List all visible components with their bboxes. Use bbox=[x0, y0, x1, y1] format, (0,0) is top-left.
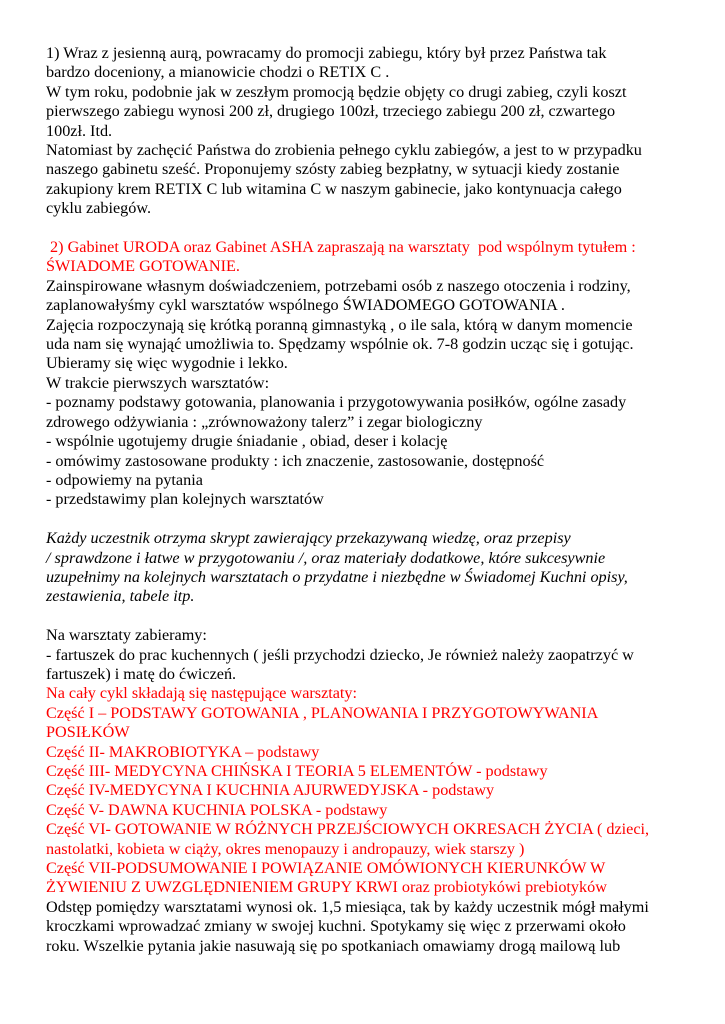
list-item: POSIŁKÓW bbox=[46, 723, 130, 742]
text-line: Ubieramy się więc wygodnie i lekko. bbox=[46, 354, 288, 373]
text-line: zaplanowałyśmy cykl warsztatów wspólnego ŚWIADOMEGO GOTOWANIA . bbox=[46, 296, 565, 315]
list-item: - fartuszek do prac kuchennych ( jeśli przychodzi dziecko, Je również należy zaopatrzyć w bbox=[46, 645, 634, 664]
workshop-invitation-heading bbox=[46, 238, 686, 277]
text-line: Na warsztaty zabieramy: bbox=[46, 626, 207, 645]
text-line: Na cały cykl składają się następujące warsztaty: bbox=[46, 684, 358, 703]
text-line: 1) Wraz z jesienną aurą, powracamy do promocji zabiegu, który był przez Państwa tak bbox=[46, 44, 607, 62]
list-item: zdrowego odżywiania : „zrównoważony talerz” i zegar biologiczny bbox=[46, 412, 483, 431]
list-item: Część VII-PODSUMOWANIE I POWIĄZANIE OMÓWIONYCH KIERUNKÓW W bbox=[46, 859, 606, 878]
workshop-cycle-list bbox=[46, 684, 686, 897]
text-line: uzupełnimy na kolejnych warsztatach o przydatne i niezbędne w Świadomej Kuchni opisy, bbox=[46, 567, 628, 586]
text-line: bardzo doceniony, a mianowicie chodzi o RETIX C . bbox=[46, 63, 390, 82]
text-line: / sprawdzone i łatwe w przygotowaniu /, oraz materiały dodatkowe, które sukcesywnie bbox=[46, 548, 606, 567]
list-item: Część I – PODSTAWY GOTOWANIA , PLANOWANIA I PRZYGOTOWYWANIA bbox=[46, 703, 599, 722]
paragraph-gap bbox=[46, 510, 686, 529]
list-item: Część IV-MEDYCYNA I KUCHNIA AJURWEDYJSKA - podstawy bbox=[46, 781, 495, 800]
text-line: pierwszego zabiegu wynosi 200 zł, drugiego 100zł, trzeciego zabiegu 200 zł, czwartego bbox=[46, 102, 616, 121]
list-item: - przedstawimy plan kolejnych warsztatów bbox=[46, 490, 324, 509]
text-line: naszego gabinetu sześć. Proponujemy szósty zabieg bezpłatny, w sytuacji kiedy zostanie bbox=[46, 160, 620, 179]
text-line: W tym roku, podobnie jak w zeszłym promocją będzie objęty co drugi zabieg, czyli koszt bbox=[46, 82, 627, 101]
text-line: Zajęcia rozpoczynają się krótką poranną gimnastyką , o ile sala, którą w danym momencie bbox=[46, 315, 633, 334]
text-line: uda nam się wynająć umożliwia to. Spędzamy wspólnie ok. 7-8 godzin ucząc się i gotując. bbox=[46, 335, 634, 354]
list-item: Część III- MEDYCYNA CHIŃSKA I TEORIA 5 ELEMENTÓW - podstawy bbox=[46, 761, 548, 780]
retix-promo-paragraph bbox=[46, 44, 686, 219]
text-line: roku. Wszelkie pytania jakie nasuwają się po spotkaniach omawiamy drogą mailową lub bbox=[46, 936, 621, 955]
list-item: - omówimy zastosowane produkty : ich znaczenie, zastosowanie, dostępność bbox=[46, 451, 545, 470]
list-item: Część VI- GOTOWANIE W RÓŻNYCH PRZEJŚCIOWYCH OKRESACH ŻYCIA ( dzieci, bbox=[46, 820, 650, 839]
heading-line: ŚWIADOME GOTOWANIE. bbox=[46, 257, 240, 276]
text-line: kroczkami wprowadzać zmiany w swojej kuchni. Spotykamy się więc z przerwami około bbox=[46, 917, 626, 936]
text-line: Natomiast by zachęcić Państwa do zrobienia pełnego cyklu zabiegów, a jest to w przypadku bbox=[46, 141, 642, 160]
list-item: Część V- DAWNA KUCHNIA POLSKA - podstawy bbox=[46, 800, 388, 819]
text-line: Odstęp pomiędzy warsztatami wynosi ok. 1,5 miesiąca, tak by każdy uczestnik mógł małymi bbox=[46, 897, 649, 916]
what-to-bring-paragraph bbox=[46, 626, 686, 684]
text-line: Zainspirowane własnym doświadczeniem, potrzebami osób z naszego otoczenia i rodziny, bbox=[46, 276, 631, 295]
paragraph-gap bbox=[46, 607, 686, 626]
text-line: W trakcie pierwszych warsztatów: bbox=[46, 373, 270, 392]
list-item: ŻYWIENIU Z UWZGLĘDNIENIEM GRUPY KRWI oraz probiotykówi prebiotyków bbox=[46, 878, 607, 897]
text-line: 100zł. Itd. bbox=[46, 121, 113, 140]
text-line: fartuszek) i matę do ćwiczeń. bbox=[46, 664, 237, 683]
paragraph-gap bbox=[46, 219, 686, 238]
list-item: - wspólnie ugotujemy drugie śniadanie , obiad, deser i kolację bbox=[46, 432, 448, 451]
text-line: Każdy uczestnik otrzyma skrypt zawierający przekazywaną wiedzę, oraz przepisy bbox=[46, 529, 571, 548]
closing-paragraph bbox=[46, 898, 686, 956]
workshop-description bbox=[46, 277, 686, 510]
list-item: - poznamy podstawy gotowania, planowania i przygotowywania posiłków, ogólne zasady bbox=[46, 393, 627, 412]
text-line: zestawienia, tabele itp. bbox=[46, 587, 195, 606]
document-content bbox=[46, 44, 686, 956]
list-item: Część II- MAKROBIOTYKA – podstawy bbox=[46, 742, 320, 761]
text-line: zakupiony krem RETIX C lub witamina C w naszym gabinecie, jako kontynuacja całego bbox=[46, 179, 622, 198]
text-line: cyklu zabiegów. bbox=[46, 199, 152, 218]
list-item: nastolatki, kobieta w ciąży, okres menopauzy i andropauzy, wiek starszy ) bbox=[46, 839, 525, 858]
script-info-paragraph bbox=[46, 529, 686, 607]
list-item: - odpowiemy na pytania bbox=[46, 470, 203, 489]
heading-line: 2) Gabinet URODA oraz Gabinet ASHA zapraszają na warsztaty pod wspólnym tytułem : bbox=[46, 238, 636, 257]
